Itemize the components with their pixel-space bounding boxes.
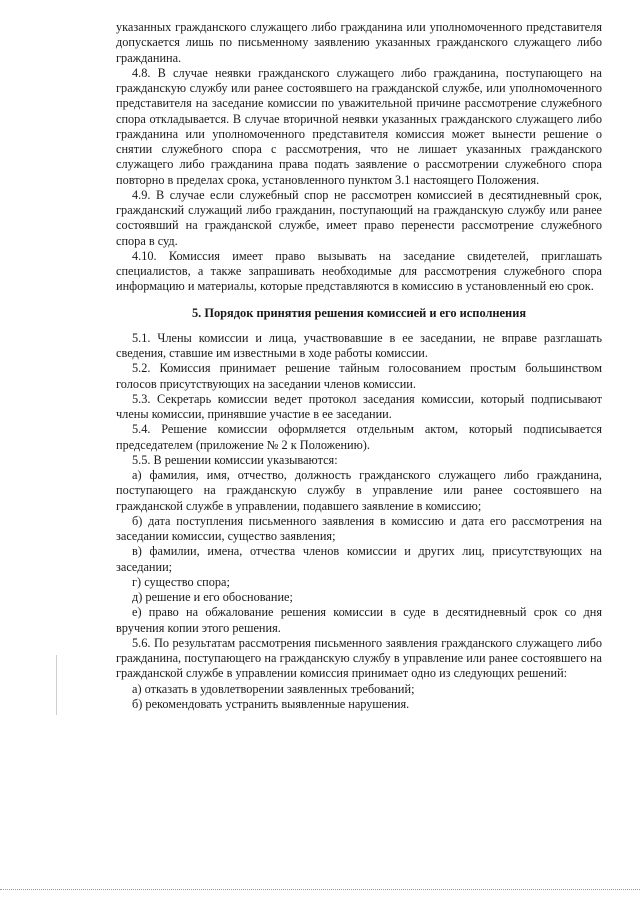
list-item: в) фамилии, имена, отчества членов комиссии и других лиц, присутствующих на заседании; <box>116 544 602 574</box>
paragraph-5-1: 5.1. Члены комиссии и лица, участвовавшие в ее заседании, не вправе разглашать сведения, ставшие им известными в ходе работы комиссии. <box>116 330 602 360</box>
list-item: а) фамилия, имя, отчество, должность гражданского служащего либо гражданина, поступающего на гражданскую службу в управление или ранее состоявшего на гражданской службе в управлении, подавшего заявление в комиссию; <box>116 468 602 513</box>
list-item: д) решение и его обоснование; <box>132 590 293 604</box>
paragraph-5-4: 5.4. Решение комиссии оформляется отдельным актом, который подписывается председателем (приложение № 2 к Положению). <box>116 422 602 452</box>
list-item: г) существо спора; <box>132 574 230 589</box>
document-page <box>116 20 602 712</box>
paragraph-4-10: 4.10. Комиссия имеет право вызывать на заседание свидетелей, приглашать специалистов, а также запрашивать необходимые для рассмотрения служебного спора информацию и материалы, которые представляются в комиссию в установленный ею срок. <box>116 248 602 294</box>
list-item: а) отказать в удовлетворении заявленных требований; <box>132 681 415 696</box>
list-item: б) рекомендовать устранить выявленные нарушения. <box>132 696 410 711</box>
paragraph-5-6: 5.6. По результатам рассмотрения письменного заявления гражданского служащего либо гражданина, поступающего на гражданскую службу в управление или ранее состоявшего на гражданской службе в управлении комиссия принимает одно из следующих решений: <box>116 635 602 681</box>
paragraph-5-2: 5.2. Комиссия принимает решение тайным голосованием простым большинством голосов присутствующих на заседании членов комиссии. <box>116 361 602 391</box>
scan-bottom-edge <box>0 889 640 891</box>
paragraph-4-8: 4.8. В случае неявки гражданского служащего либо гражданина, поступающего на гражданскую службу или ранее состоявшего на гражданской службе, или уполномоченного представителя на заседание комиссии по уважительной причине рассмотрение служебного спора откладывается. В случае вторичной неявки указанных гражданского служащего либо гражданина или уполномоченного представителя комиссия может вынести решение о снятии служебного спора с рассмотрения, что не лишает указанных гражданского служащего либо гражданина права подать заявление о рассмотрении служебного спора повторно в пределах срока, установленного пунктом 3.1 настоящего Положения. <box>116 65 602 187</box>
paragraph-4-9: 4.9. В случае если служебный спор не рассмотрен комиссией в десятидневный срок, гражданский служащий либо гражданин, поступающий на гражданскую службу или ранее состоявший на гражданской службе, имеет право перенести рассмотрение служебного спора в суд. <box>116 187 602 248</box>
paragraph-continuation: указанных гражданского служащего либо гражданина или уполномоченного представителя допускается лишь по письменному заявлению указанных гражданского служащего либо гражданина. <box>116 20 602 65</box>
section-heading: 5. Порядок принятия решения комиссией и его исполнения <box>191 305 527 320</box>
list-item: б) дата поступления письменного заявления в комиссию и дата его рассмотрения на заседании комиссии, существо заявления; <box>116 513 602 543</box>
list-item: е) право на обжалование решения комиссии в суде в десятидневный срок со дня вручения копии этого решения. <box>116 605 602 635</box>
paragraph-5-3: 5.3. Секретарь комиссии ведет протокол заседания комиссии, который подписывают члены комиссии, принявшие участие в ее заседании. <box>116 391 602 421</box>
scan-margin-mark <box>56 655 57 715</box>
paragraph-5-5: 5.5. В решении комиссии указываются: <box>132 452 338 467</box>
